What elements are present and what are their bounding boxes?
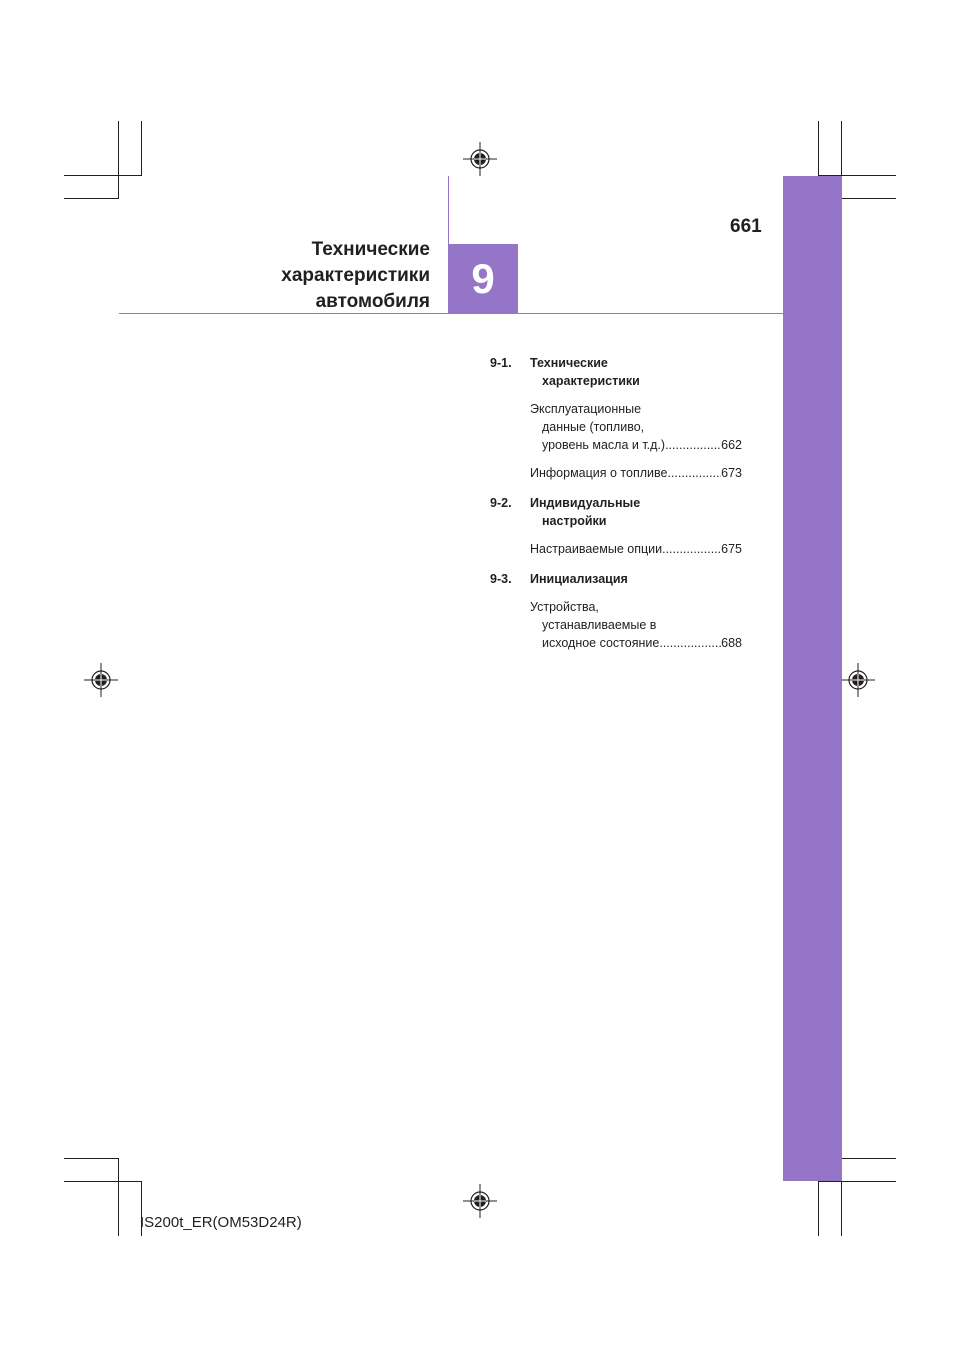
toc-entry-line: исходное состояние (542, 636, 660, 650)
toc-entry-line: Эксплуатационные (530, 402, 642, 416)
toc-entry-line: уровень масла и т.д.) (542, 438, 666, 452)
table-of-contents (490, 354, 742, 652)
toc-entry-page: 688 (721, 636, 742, 650)
crop-mark (64, 1158, 119, 1159)
page-number: 661 (730, 216, 762, 237)
crop-mark (64, 175, 142, 176)
crop-mark (818, 1181, 896, 1182)
chapter-number: 9 (471, 255, 495, 302)
crop-mark (118, 1158, 119, 1236)
toc-entry-page: 673 (721, 466, 742, 480)
toc-entry-line: Настраиваемые опции (530, 542, 663, 556)
dot-leader (659, 634, 721, 652)
toc-entry-page: 662 (721, 438, 742, 452)
chapter-title-line: автомобиля (315, 291, 430, 312)
toc-section-title-line: настройки (542, 514, 607, 528)
toc-section-number: 9-2. (490, 496, 512, 510)
toc-section-title-line: Технические (530, 356, 608, 370)
dot-leader (662, 540, 721, 558)
crop-mark (141, 121, 142, 175)
toc-entry-leader-line (530, 540, 742, 558)
toc-section-title (530, 494, 742, 530)
chapter-title-line: Технические (311, 239, 430, 260)
toc-section-title-line: Инициализация (530, 572, 628, 586)
crop-mark (818, 121, 819, 175)
crop-mark (818, 1181, 819, 1236)
chapter-number-badge (448, 244, 518, 314)
registration-mark-icon (463, 142, 497, 176)
toc-entry-leader-line (530, 464, 742, 482)
toc-entry[interactable] (490, 598, 742, 652)
toc-entry-line: устанавливаемые в (542, 618, 657, 632)
toc-entry-leader-line (530, 436, 742, 454)
registration-mark-icon (84, 663, 118, 697)
chapter-title-line: характеристики (281, 265, 430, 286)
toc-entry-leader-line (530, 634, 742, 652)
dot-leader (667, 464, 721, 482)
crop-mark (118, 121, 119, 199)
toc-entry-line: Информация о топливе (530, 466, 668, 480)
footer-doc-code: IS200t_ER(OM53D24R) (140, 1214, 302, 1231)
toc-section-title-line: характеристики (542, 374, 640, 388)
toc-entry[interactable] (490, 400, 742, 454)
toc-entry-line: данные (топливо, (542, 420, 645, 434)
crop-mark (64, 198, 119, 199)
toc-section (490, 354, 742, 390)
chapter-title (281, 237, 430, 315)
crop-mark (841, 198, 896, 199)
toc-section (490, 570, 742, 588)
toc-section-number: 9-1. (490, 356, 512, 370)
toc-entry[interactable] (490, 464, 742, 482)
toc-entry[interactable] (490, 540, 742, 558)
registration-mark-icon (841, 663, 875, 697)
registration-mark-icon (463, 1184, 497, 1218)
toc-entry-line: Устройства, (530, 600, 599, 614)
chapter-side-tab (783, 176, 842, 1181)
dot-leader (665, 436, 721, 454)
toc-section (490, 494, 742, 530)
toc-section-title-line: Индивидуальные (530, 496, 641, 510)
toc-section-title (530, 570, 742, 588)
header-divider (448, 176, 449, 244)
toc-section-number: 9-3. (490, 572, 512, 586)
crop-mark (841, 1158, 896, 1159)
toc-entry-page: 675 (721, 542, 742, 556)
toc-section-title (530, 354, 742, 390)
crop-mark (64, 1181, 142, 1182)
